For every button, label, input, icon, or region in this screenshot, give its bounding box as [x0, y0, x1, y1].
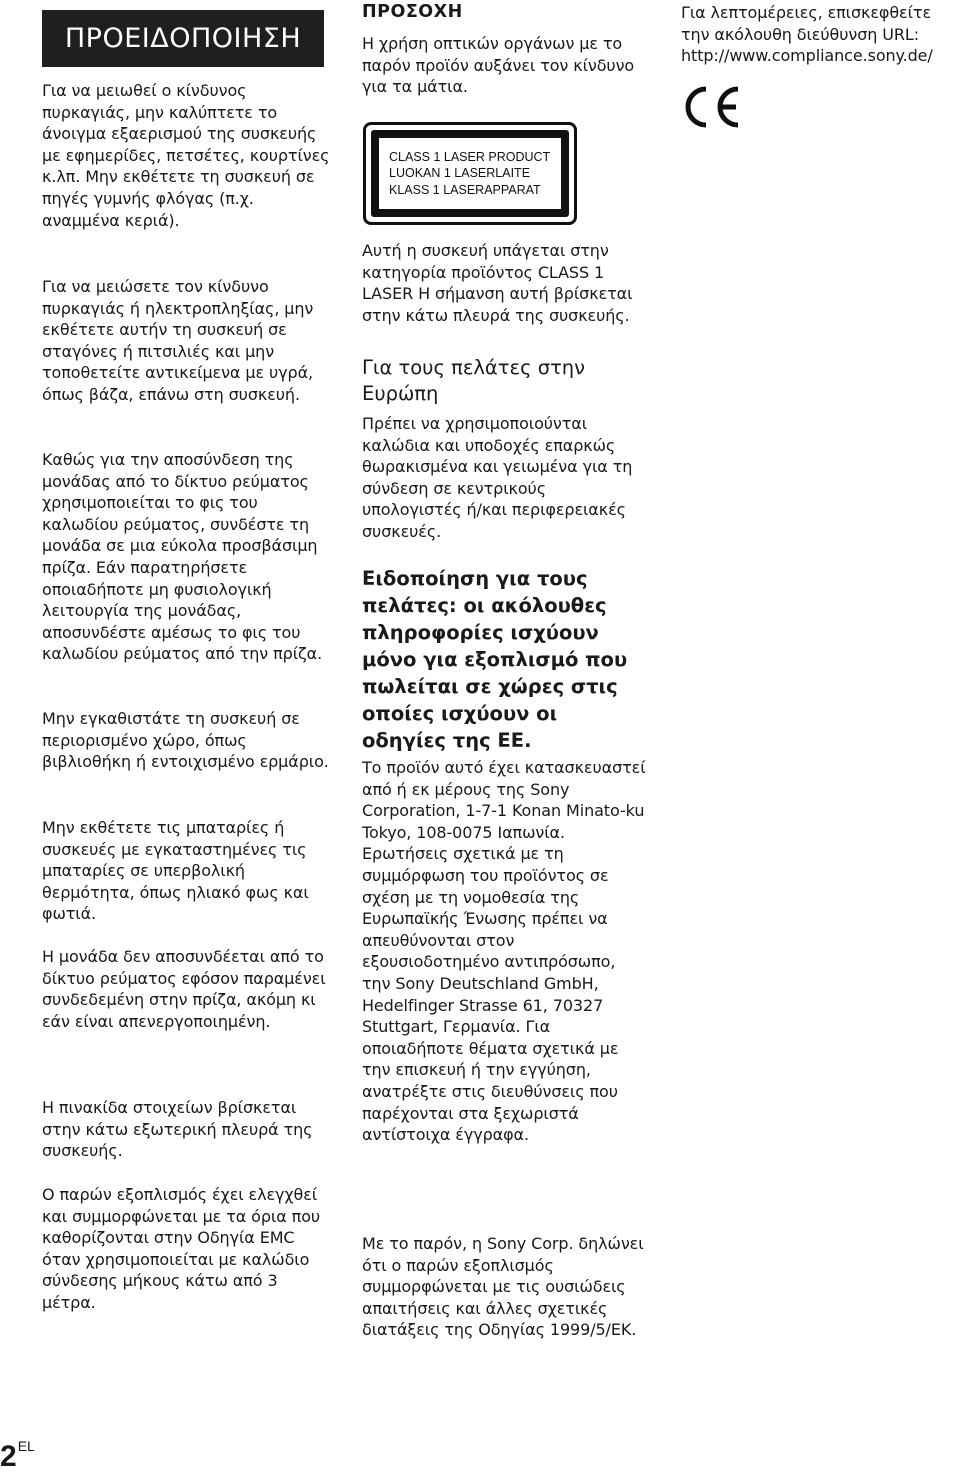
- warning-paragraph-confined: Μην εγκαθιστάτε τη συσκευή σε περιορισμένο χώρο, όπως βιβλιοθήκη ή εντοιχισμένο ερμάριο.: [42, 709, 329, 772]
- caution-text: Η χρήση οπτικών οργάνων με το παρόν προϊόν αυξάνει τον κίνδυνο για τα μάτια.: [362, 34, 635, 97]
- page-number: [0, 1428, 35, 1475]
- eu-notice-heading: Ειδοποίηση για τους πελάτες: οι ακόλουθες πληροφορίες ισχύουν μόνο για εξοπλισμό που πωλείται σε χώρες στις οποίες ισχύουν οι οδηγίες της ΕΕ.: [362, 567, 628, 752]
- page-number-value: 2: [0, 1440, 17, 1473]
- warning-paragraph-plug: Καθώς για την αποσύνδεση της μονάδας από το δίκτυο ρεύματος χρησιμοποιείται το φις του καλωδίου ρεύματος, συνδέστε τη μονάδα σε μια εύκολα προσβάσιμη πρίζα. Εάν παρατηρήσετε οποιαδήποτε μη φυσιολογική λειτουργία της μονάδας, αποσυνδέστε αμέσως το φις του καλωδίου ρεύματος από την πρίζα.: [42, 450, 323, 664]
- laser-class-text: Αυτή η συσκευή υπάγεται στην κατηγορία προϊόντος CLASS 1 LASER Η σήμανση αυτή βρίσκεται στην κάτω πλευρά της συσκευής.: [362, 241, 633, 325]
- warning-title: ΠΡΟΕΙΔΟΠΟΙΗΣΗ: [42, 10, 324, 67]
- page-language-code: EL: [17, 1438, 35, 1454]
- laser-label-line: LUOKAN 1 LASERLAITE: [389, 166, 531, 181]
- europe-heading: Για τους πελάτες στην Ευρώπη: [362, 356, 586, 405]
- laser-product-label: [363, 122, 577, 225]
- laser-label-line: CLASS 1 LASER PRODUCT: [389, 149, 551, 164]
- warning-paragraph-shock: Για να μειώσετε τον κίνδυνο πυρκαγιάς ή ηλεκτροπληξίας, μην εκθέτετε αυτήν τη συσκευή σε σταγόνες ή πιτσιλιές και μην τοποθετείτε αντικείμενα με υγρά, όπως βάζα, επάνω στη συσκευή.: [42, 277, 314, 404]
- laser-label-line: KLASS 1 LASERAPPARAT: [389, 182, 541, 197]
- compliance-url-text: Για λεπτομέρειες, επισκεφθείτε την ακόλουθη διεύθυνση URL: http://www.compliance.sony.de/: [681, 3, 933, 66]
- caution-title: ΠΡΟΣΟΧΗ: [362, 2, 463, 22]
- europe-text: Πρέπει να χρησιμοποιούνται καλώδια και υποδοχές επαρκώς θωρακισμένα και γειωμένα για τη σύνδεση σε κεντρικούς υπολογιστές ή/και περιφερειακές συσκευές.: [362, 414, 633, 541]
- warning-paragraph-disconnect: Η μονάδα δεν αποσυνδέεται από το δίκτυο ρεύματος εφόσον παραμένει συνδεδεμένη στην πρίζα, ακόμη κι εάν είναι απενεργοποιημένη.: [42, 947, 326, 1031]
- eu-declaration-text: Με το παρόν, η Sony Corp. δηλώνει ότι ο παρών εξοπλισμός συμμορφώνεται με τις ουσιώδεις απαιτήσεις και άλλες σχετικές διατάξεις της Οδηγίας 1999/5/ΕΚ.: [362, 1234, 644, 1340]
- warning-paragraph-fire: Για να μειωθεί ο κίνδυνος πυρκαγιάς, μην καλύπτετε το άνοιγμα εξαερισμού της συσκευής με εφημερίδες, πετσέτες, κουρτίνες κ.λπ. Μην εκθέτετε τη συσκευή σε πηγές γυμνής φλόγας (π.χ. αναμμένα κεριά).: [42, 81, 330, 230]
- ce-mark-icon: [680, 85, 742, 129]
- eu-notice-text: Το προϊόν αυτό έχει κατασκευαστεί από ή εκ μέρους της Sony Corporation, 1-7-1 Konan Minato-ku Tokyo, 108-0075 Ιαπωνία. Ερωτήσεις σχετικά με τη συμμόρφωση του προϊόντος σε σχέση με τη νομοθεσία της Ευρωπαϊκής Ένωσης πρέπει να απευθύνονται στον εξουσιοδοτημένο αντιπρόσωπο, την Sony Deutschland GmbH, Hedelfinger Strasse 61, 70327 Stuttgart, Γερμανία. Για οποιαδήποτε θέματα σχετικά με την επισκευή ή την εγγύηση, ανατρέξτε στις διευθύνσεις που παρέχονται στα ξεχωριστά αντίστοιχα έγγραφα.: [362, 758, 646, 1145]
- warning-paragraph-batteries: Μην εκθέτετε τις μπαταρίες ή συσκευές με εγκαταστημένες τις μπαταρίες σε υπερβολική θερμότητα, όπως ηλιακό φως και φωτιά.: [42, 818, 309, 924]
- warning-paragraph-nameplate: Η πινακίδα στοιχείων βρίσκεται στην κάτω εξωτερική πλευρά της συσκευής.: [42, 1098, 313, 1161]
- warning-paragraph-emc: Ο παρών εξοπλισμός έχει ελεγχθεί και συμμορφώνεται με τα όρια που καθορίζονται στην Οδηγία EMC όταν χρησιμοποιείται με καλώδιο σύνδεσης μήκους κάτω από 3 μέτρα.: [42, 1185, 321, 1312]
